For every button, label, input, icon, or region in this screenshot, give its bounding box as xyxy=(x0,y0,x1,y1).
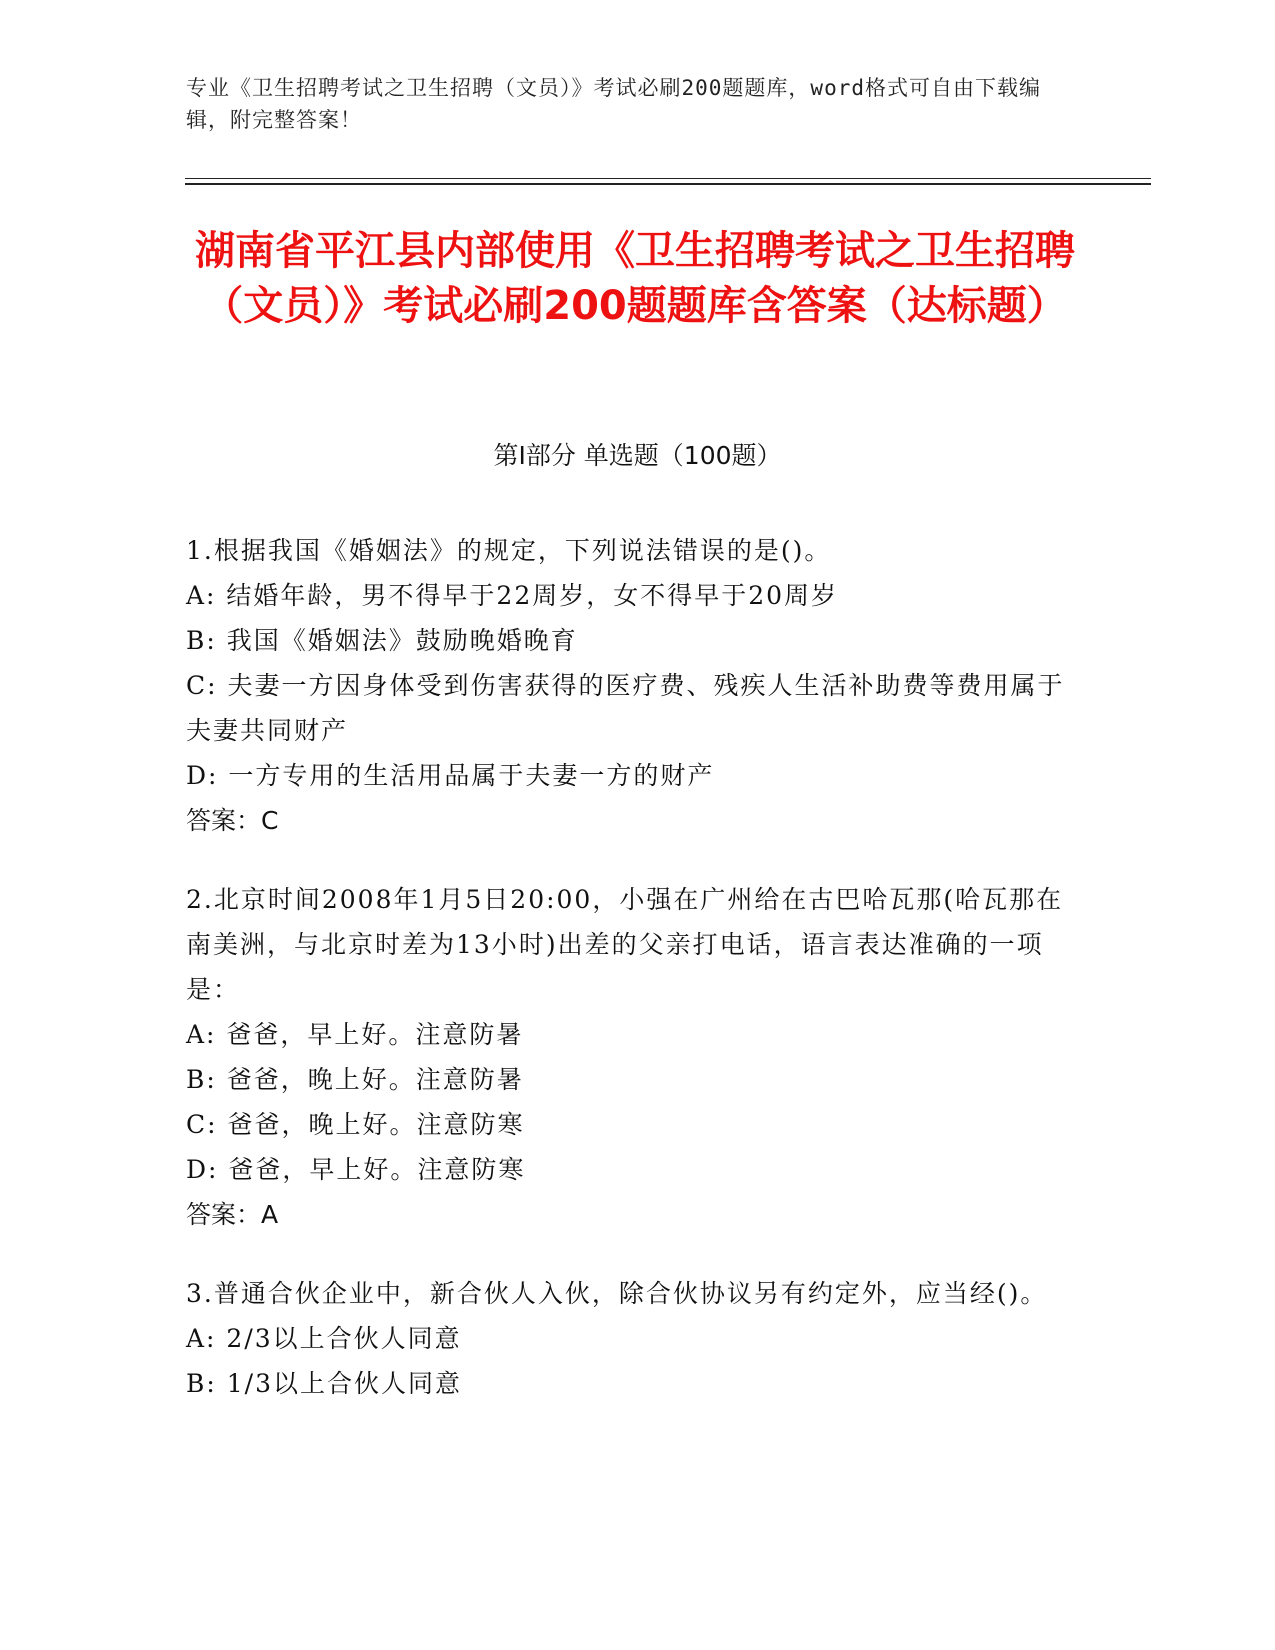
question-1 xyxy=(186,528,1076,843)
header-note: 专业《卫生招聘考试之卫生招聘（文员）》考试必刷200题题库，word格式可自由下载编辑，附完整答案！ xyxy=(186,76,1041,132)
answer-line: 答案：A xyxy=(186,1200,279,1229)
option-a: A: 2/3以上合伙人同意 xyxy=(186,1324,462,1353)
option-d: D: 爸爸，早上好。注意防寒 xyxy=(186,1155,526,1184)
option-b: B: 爸爸，晚上好。注意防暑 xyxy=(186,1065,524,1094)
question-stem: 3.普通合伙企业中，新合伙人入伙，除合伙协议另有约定外，应当经()。 xyxy=(186,1279,1048,1308)
option-a: A: 结婚年龄，男不得早于22周岁，女不得早于20周岁 xyxy=(186,581,839,610)
option-c: C: 夫妻一方因身体受到伤害获得的医疗费、残疾人生活补助费等费用属于夫妻共同财产 xyxy=(186,671,1065,745)
section-title: 第Ⅰ部分 单选题（100题） xyxy=(493,441,782,470)
option-d: D: 一方专用的生活用品属于夫妻一方的财产 xyxy=(186,761,715,790)
answer-line: 答案：C xyxy=(186,806,279,835)
question-stem: 1.根据我国《婚姻法》的规定，下列说法错误的是()。 xyxy=(186,536,832,565)
option-b: B: 1/3以上合伙人同意 xyxy=(186,1369,462,1398)
question-3 xyxy=(186,1271,1076,1406)
option-b: B: 我国《婚姻法》鼓励晚婚晚育 xyxy=(186,626,578,655)
header-divider-top xyxy=(185,178,1151,179)
header-divider-bottom xyxy=(185,183,1151,185)
question-stem: 2.北京时间2008年1月5日20:00，小强在广州给在古巴哈瓦那(哈瓦那在南美洲，与北京时差为13小时)出差的父亲打电话，语言表达准确的一项是： xyxy=(186,885,1064,1004)
option-a: A: 爸爸，早上好。注意防暑 xyxy=(186,1020,524,1049)
question-2 xyxy=(186,877,1076,1237)
document-title: 湖南省平江县内部使用《卫生招聘考试之卫生招聘（文员）》考试必刷200题题库含答案（达标题） xyxy=(195,228,1075,329)
option-c: C: 爸爸，晚上好。注意防寒 xyxy=(186,1110,525,1139)
question-list xyxy=(186,528,1076,1440)
